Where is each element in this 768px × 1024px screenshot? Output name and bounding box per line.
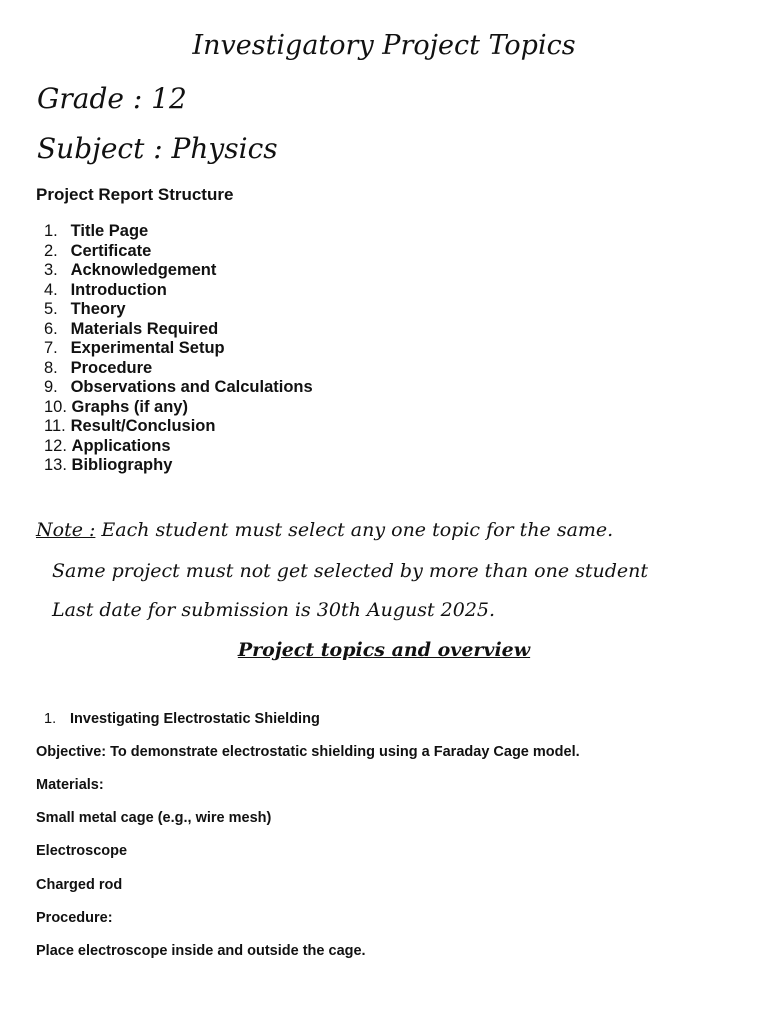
overview-heading: Project topics and overview: [237, 639, 531, 661]
list-number: 11.: [44, 417, 66, 435]
material-item: Charged rod: [36, 877, 123, 893]
list-item: [44, 242, 313, 262]
list-text: Bibliography: [71, 456, 173, 474]
list-item: [44, 437, 313, 457]
document-title: Investigatory Project Topics: [192, 30, 576, 61]
material-item: Small metal cage (e.g., wire mesh): [36, 810, 272, 826]
subject-heading: Subject : Physics: [37, 132, 278, 165]
note-line-1: [36, 519, 613, 541]
topic-number: 1.: [44, 711, 57, 727]
list-item: [44, 300, 313, 320]
list-item: [44, 417, 313, 437]
materials-label: Materials:: [36, 777, 104, 793]
list-text: Title Page: [70, 222, 149, 240]
topic-objective: Objective: To demonstrate electrostatic shielding using a Faraday Cage model.: [36, 744, 580, 760]
grade-heading: Grade : 12: [37, 82, 187, 115]
list-number: 8.: [44, 358, 58, 377]
list-item: [44, 456, 313, 476]
list-number: 7.: [44, 339, 58, 357]
list-text: Observations and Calculations: [70, 378, 313, 396]
list-number: 12.: [44, 436, 67, 455]
list-text: Procedure: [70, 358, 153, 377]
structure-list: [44, 222, 313, 476]
list-item: [44, 320, 313, 340]
list-text: Theory: [70, 300, 126, 318]
list-item: [44, 261, 313, 281]
list-text: Certificate: [70, 241, 152, 260]
list-text: Materials Required: [70, 319, 219, 338]
list-item: [44, 222, 313, 242]
list-number: 10.: [44, 397, 67, 416]
list-number: 1.: [44, 222, 58, 240]
topic-title: [44, 711, 320, 727]
list-number: 13.: [44, 456, 67, 474]
list-item: [44, 398, 313, 418]
list-item: [44, 359, 313, 379]
material-item: Electroscope: [36, 843, 128, 859]
note-label: Note :: [36, 519, 96, 541]
list-text: Applications: [71, 436, 171, 455]
list-text: Acknowledgement: [70, 261, 217, 279]
list-text: Introduction: [70, 280, 167, 299]
list-number: 9.: [44, 378, 58, 396]
note-text: Each student must select any one topic for the same.: [95, 519, 614, 541]
list-number: 6.: [44, 319, 58, 338]
list-item: [44, 378, 313, 398]
structure-heading: Project Report Structure: [36, 185, 234, 204]
list-number: 4.: [44, 280, 58, 299]
list-text: Result/Conclusion: [70, 417, 216, 435]
list-item: [44, 339, 313, 359]
note-line-2: Same project must not get selected by more than one student: [52, 560, 649, 582]
list-text: Graphs (if any): [71, 397, 188, 416]
procedure-step: Place electroscope inside and outside the cage.: [36, 943, 366, 959]
list-number: 2.: [44, 241, 58, 260]
list-number: 3.: [44, 261, 58, 279]
procedure-label: Procedure:: [36, 910, 113, 926]
note-line-3: Last date for submission is 30th August 2025.: [52, 599, 496, 621]
list-item: [44, 281, 313, 301]
topic-title-text: Investigating Electrostatic Shielding: [70, 711, 320, 727]
list-number: 5.: [44, 300, 58, 318]
list-text: Experimental Setup: [70, 339, 225, 357]
